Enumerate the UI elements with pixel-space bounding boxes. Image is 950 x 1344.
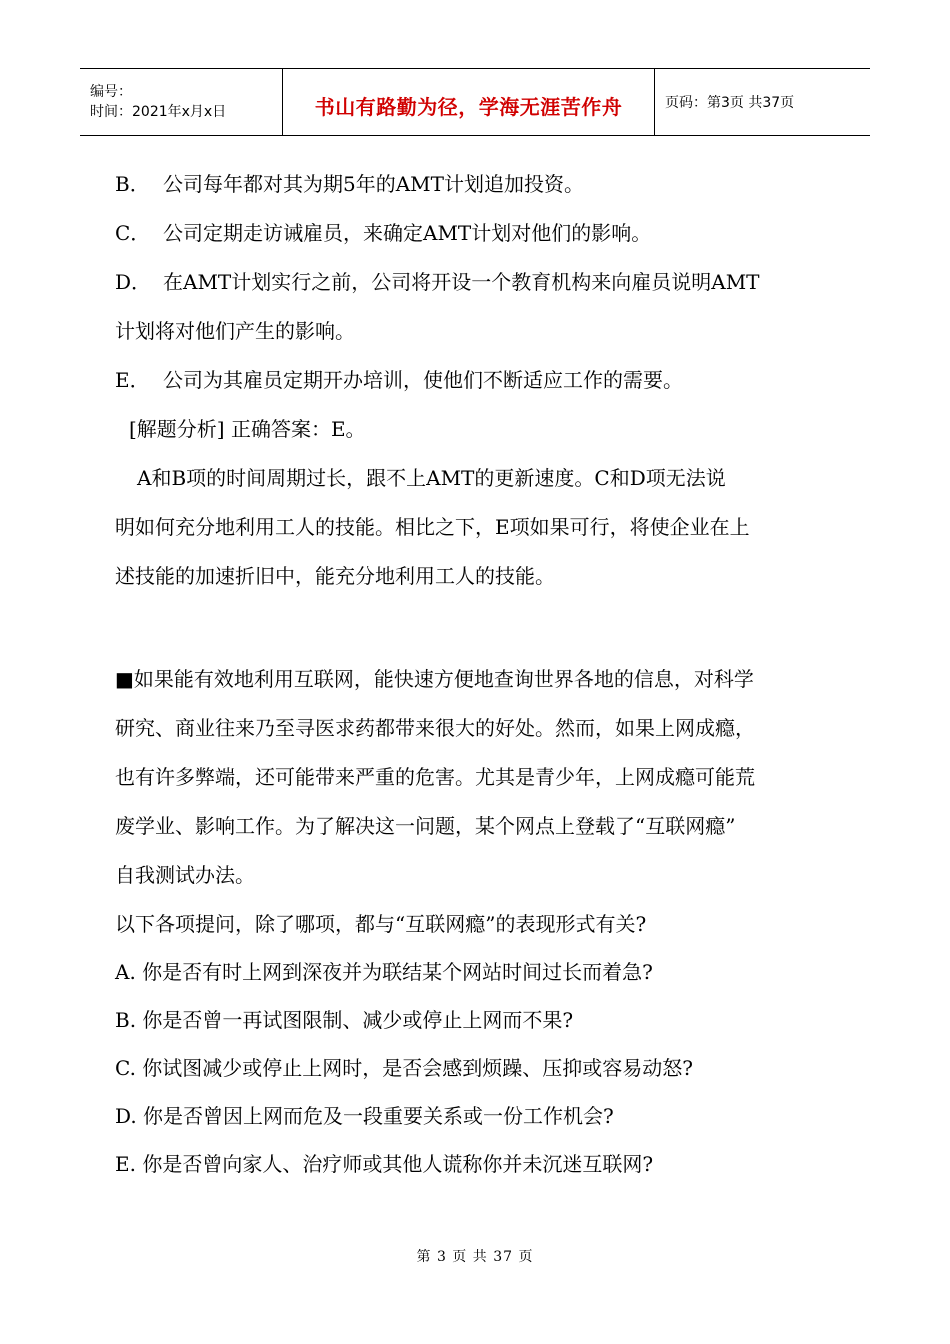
answer-option-b xyxy=(115,160,840,209)
header-motto: 书山有路勤为径，学海无涯苦作舟 xyxy=(314,94,623,119)
passage-line: ■如果能有效地利用互联网，能快速方便地查询世界各地的信息，对科学 xyxy=(115,667,754,691)
answer-option-d-continued xyxy=(115,307,840,356)
question-option-a: A. 你是否有时上网到深夜并为联结某个网站时间过长而着急? xyxy=(115,960,653,984)
option-text: 计划将对他们产生的影响。 xyxy=(115,319,355,343)
question-prompt: 以下各项提问，除了哪项，都与“互联网瘾”的表现形式有关? xyxy=(115,912,647,936)
header-page-info: 页码：第3页 共37页 xyxy=(665,95,795,111)
header-page-info-cell xyxy=(655,69,870,135)
analysis-line: 述技能的加速折旧中，能充分地利用工人的技能。 xyxy=(115,564,555,588)
answer-option-e xyxy=(115,356,840,405)
option-label: C． xyxy=(115,221,151,245)
option-label: D． xyxy=(115,270,152,294)
document-body xyxy=(115,160,840,1188)
question-option-e: E. 你是否曾向家人、治疗师或其他人谎称你并未沉迷互联网? xyxy=(115,1152,654,1176)
option-text: 公司为其雇员定期开办培训，使他们不断适应工作的需要。 xyxy=(163,368,683,392)
analysis-line: A和B项的时间周期过长，跟不上AMT的更新速度。C和D项无法说 xyxy=(137,466,726,490)
header-meta xyxy=(80,69,282,135)
page-footer: 第 3 页 共 37 页 xyxy=(416,1249,534,1265)
answer-option-c xyxy=(115,209,840,258)
option-text: 在AMT计划实行之前，公司将开设一个教育机构来向雇员说明AMT xyxy=(163,270,760,294)
page-header xyxy=(80,68,870,136)
analysis-heading: [解题分析] 正确答案：E。 xyxy=(129,417,366,441)
passage-line: 废学业、影响工作。为了解决这一问题，某个网点上登载了“互联网瘾” xyxy=(115,814,736,838)
option-text: 公司定期走访诫雇员，来确定AMT计划对他们的影响。 xyxy=(163,221,652,245)
option-label: E． xyxy=(115,368,150,392)
question-option-c: C. 你试图减少或停止上网时，是否会感到烦躁、压抑或容易动怒? xyxy=(115,1056,694,1080)
section-gap xyxy=(115,601,840,655)
answer-option-d xyxy=(115,258,840,307)
question-option-b: B. 你是否曾一再试图限制、减少或停止上网而不果? xyxy=(115,1008,574,1032)
option-label: B． xyxy=(115,172,150,196)
option-text: 公司每年都对其为期5年的AMT计划追加投资。 xyxy=(163,172,584,196)
header-motto-cell xyxy=(282,69,655,135)
document-number-label: 编号： xyxy=(90,84,132,100)
document-date: 时间：2021年x月x日 xyxy=(90,104,227,120)
passage-line: 也有许多弊端，还可能带来严重的危害。尤其是青少年，上网成瘾可能荒 xyxy=(115,765,755,789)
question-option-d: D. 你是否曾因上网而危及一段重要关系或一份工作机会? xyxy=(115,1104,614,1128)
analysis-line: 明如何充分地利用工人的技能。相比之下，E项如果可行，将使企业在上 xyxy=(115,515,750,539)
passage-line: 研究、商业往来乃至寻医求药都带来很大的好处。然而，如果上网成瘾， xyxy=(115,716,755,740)
passage-line: 自我测试办法。 xyxy=(115,863,255,887)
